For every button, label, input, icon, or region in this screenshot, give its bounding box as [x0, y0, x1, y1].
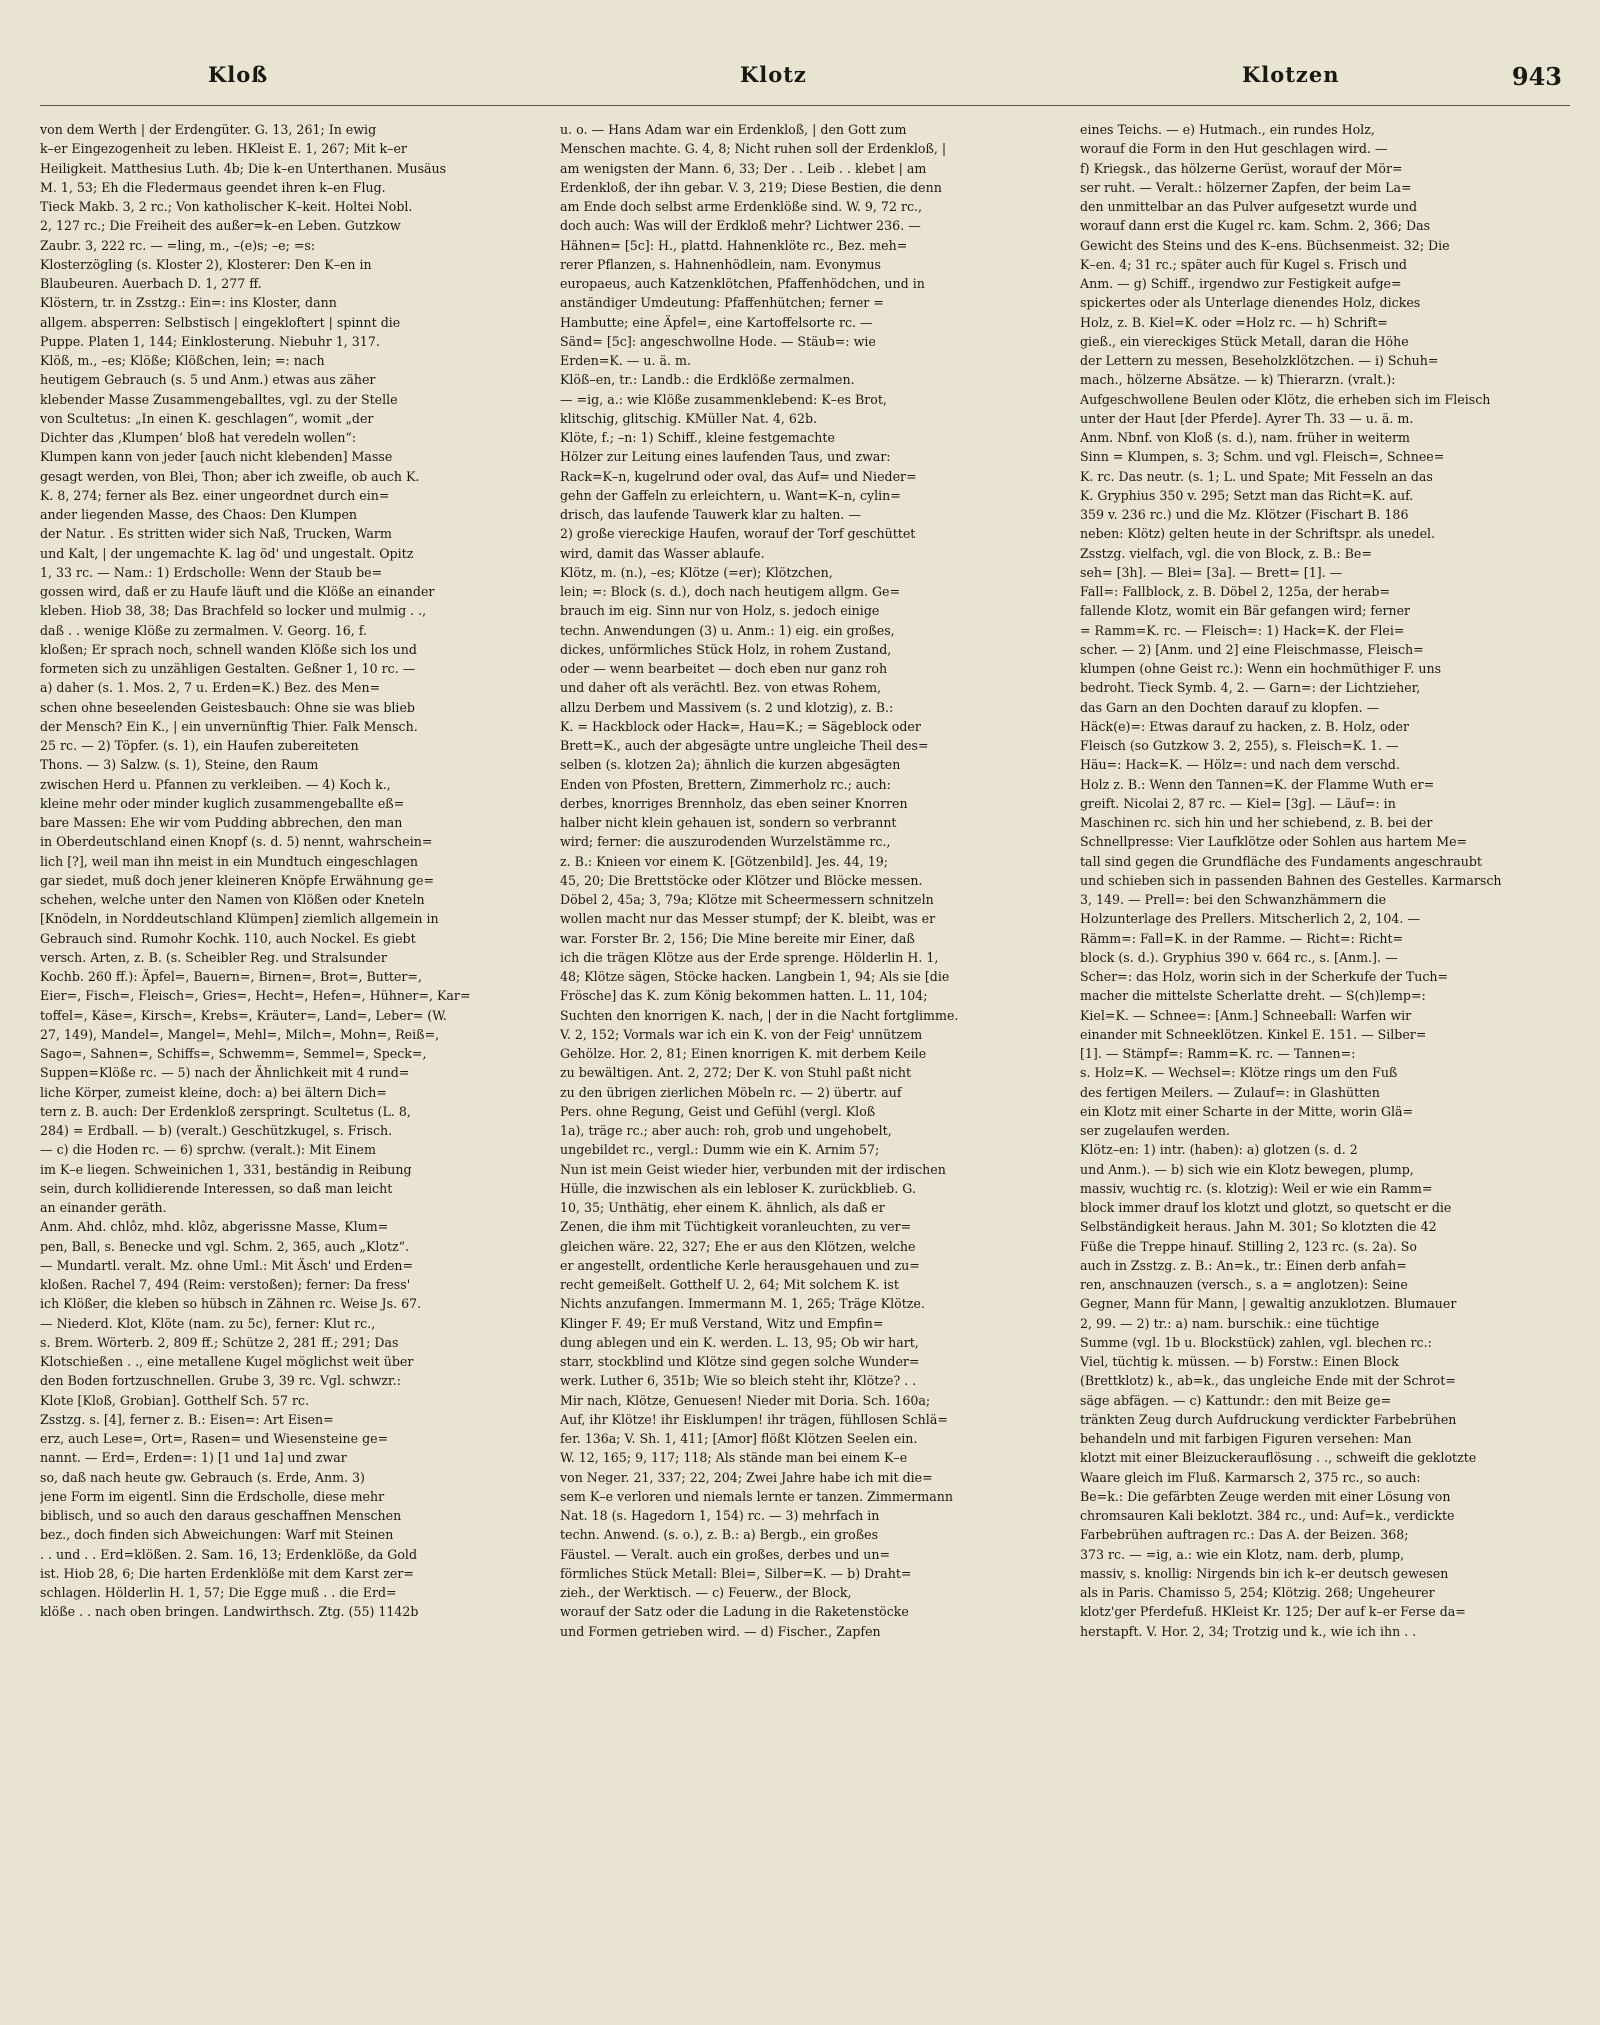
text-line: der Natur. . Es stritten wider sich Naß, Trucken, Warm — [40, 526, 392, 542]
text-line: Kiel=K. — Schnee=: [Anm.] Schneeball: Warfen wir — [1080, 1007, 1412, 1023]
text-line: block immer drauf los klotzt und glotzt, so quetscht er die — [1080, 1200, 1452, 1215]
text-line: Brett=K., auch der abgesägte untre ungleiche Theil des= — [560, 738, 929, 753]
text-line: am Ende doch selbst arme Erdenklöße sind. W. 9, 72 rc., — [560, 199, 923, 214]
text-line: von Scultetus: „In einen K. geschlagen“, womit „der — [40, 410, 374, 426]
text-line: gieß., ein viereckiges Stück Metall, daran die Höhe — [1080, 333, 1409, 349]
text-line: selben (s. klotzen 2a); ähnlich die kurzen abgesägten — [560, 757, 901, 773]
text-line: behandeln und mit farbigen Figuren versehen: Man — [1080, 1431, 1412, 1446]
text-line: lein; =: Block (s. d.), doch nach heutigem allgm. Ge= — [560, 584, 901, 599]
text-line: Klosterzögling (s. Kloster 2), Klosterer: Den K–en in — [40, 256, 372, 272]
text-line: Holzunterlage des Prellers. Mitscherlich 2, 2, 104. — — [1080, 911, 1420, 927]
text-line: Döbel 2, 45a; 3, 79a; Klötze mit Scheermessern schnitzeln — [560, 892, 934, 907]
text-line: pen, Ball, s. Benecke und vgl. Schm. 2, 365, auch „Klotz“. — [40, 1238, 410, 1254]
text-line: Suppen=Klöße rc. — 5) nach der Ähnlichkeit mit 4 rund= — [40, 1065, 410, 1081]
text-line: Be=k.: Die gefärbten Zeuge werden mit einer Lösung von — [1080, 1488, 1451, 1504]
text-line: Tieck Makb. 3, 2 rc.; Von katholischer K–keit. Holtei Nobl. — [40, 199, 413, 214]
text-line: ist. Hiob 28, 6; Die harten Erdenklöße mit dem Karst zer= — [40, 1565, 414, 1581]
text-line: nannt. — Erd=, Erden=: 1) [1 und 1a] und zwar — [40, 1450, 347, 1466]
text-line: Anm. — g) Schiff., irgendwo zur Festigkeit aufge= — [1080, 276, 1402, 291]
text-line: starr, stockblind und Klötze sind gegen solche Wunder= — [560, 1354, 920, 1369]
text-line: = Ramm=K. rc. — Fleisch=: 1) Hack=K. der Flei= — [1080, 622, 1405, 638]
text-line: fer. 136a; V. Sh. 1, 411; [Amor] flößt Klötzen Seelen ein. — [560, 1431, 918, 1446]
column-right — [1080, 120, 1550, 2000]
text-line: das Garn an den Dochten darauf zu klopfen. — — [1080, 699, 1380, 715]
text-line: worauf der Satz oder die Ladung in die Raketenstöcke — [560, 1604, 909, 1620]
text-line: ich Klößer, die kleben so hübsch in Zähnen rc. Weise Js. 67. — [40, 1296, 422, 1312]
text-line: Anm. Ahd. chlôz, mhd. klôz, abgerissne Masse, Klum= — [40, 1219, 389, 1235]
text-line: 359 v. 236 rc.) und die Mz. Klötzer (Fischart B. 186 — [1080, 507, 1409, 522]
text-line: K–en. 4; 31 rc.; später auch für Kugel s. Frisch und — [1080, 256, 1407, 272]
text-line: klöße . . nach oben bringen. Landwirthsch. Ztg. (55) 1142b — [40, 1604, 419, 1620]
text-line: heutigem Gebrauch (s. 5 und Anm.) etwas aus zäher — [40, 372, 376, 388]
text-line: biblisch, und so auch den daraus geschaffnen Menschen — [40, 1508, 402, 1523]
text-line: klotz'ger Pferdefuß. HKleist Kr. 125; Der auf k–er Ferse da= — [1080, 1604, 1466, 1620]
header-left-keyword: Kloß — [208, 62, 269, 87]
text-line: von Neger. 21, 337; 22, 204; Zwei Jahre habe ich mit die= — [560, 1469, 933, 1485]
text-line: Häu=: Hack=K. — Hölz=: und nach dem verschd. — [1080, 757, 1400, 773]
text-line: anständiger Umdeutung: Pfaffenhütchen; ferner = — [560, 295, 884, 311]
text-line: seh= [3h]. — Blei= [3a]. — Brett= [1]. — — [1080, 564, 1343, 580]
text-line: Klumpen kann von jeder [auch nicht klebenden] Masse — [40, 449, 393, 465]
text-line: im K–e liegen. Schweinichen 1, 331, beständig in Reibung — [40, 1161, 412, 1177]
text-line: Klotschießen . ., eine metallene Kugel möglichst weit über — [40, 1354, 414, 1369]
text-line: halber nicht klein gehauen ist, sondern so verbrannt — [560, 815, 897, 830]
text-line: k–er Eingezogenheit zu leben. HKleist E. 1, 267; Mit k–er — [40, 141, 407, 157]
text-line: z. B.: Knieen vor einem K. [Götzenbild]. Jes. 44, 19; — [560, 853, 889, 869]
text-line: erz, auch Lese=, Ort=, Rasen= und Wiesensteine ge= — [40, 1431, 389, 1446]
text-line: Aufgeschwollene Beulen oder Klötz, die erheben sich im Fleisch — [1080, 391, 1491, 407]
text-line: Gewicht des Steins und des K–ens. Büchsenmeist. 32; Die — [1080, 237, 1450, 253]
text-line: derbes, knorriges Brennholz, das eben seiner Knorren — [560, 795, 908, 811]
text-line: Klöß, m., –es; Klöße; Klößchen, lein; =: nach — [40, 353, 325, 368]
column-left — [40, 120, 510, 2000]
text-line: . . und . . Erd=klößen. 2. Sam. 16, 13; Erdenklöße, da Gold — [40, 1546, 418, 1562]
text-line: kloßen. Rachel 7, 494 (Reim: verstoßen); ferner: Da fress' — [40, 1277, 411, 1292]
text-line: Sago=, Sahnen=, Schiffs=, Schwemm=, Semmel=, Speck=, — [40, 1046, 427, 1061]
text-line: (Brettklotz) k., ab=k., das ungleiche Ende mit der Schrot= — [1080, 1373, 1456, 1389]
text-line: a) daher (s. 1. Mos. 2, 7 u. Erden=K.) Bez. des Men= — [40, 680, 381, 696]
text-line: Anm. Nbnf. von Kloß (s. d.), nam. früher in weiterm — [1080, 430, 1411, 445]
text-line: Frösche] das K. zum König bekommen hatten. L. 11, 104; — [560, 988, 928, 1004]
text-line: Menschen machte. G. 4, 8; Nicht ruhen soll der Erdenkloß, | — [560, 141, 947, 157]
text-line: — c) die Hoden rc. — 6) sprchw. (veralt.): Mit Einem — [40, 1142, 376, 1158]
text-line: an einander geräth. — [40, 1200, 167, 1215]
text-line: Holz z. B.: Wenn den Tannen=K. der Flamme Wuth er= — [1080, 776, 1435, 792]
text-line: klebender Masse Zusammengeballtes, vgl. zu der Stelle — [40, 391, 398, 407]
text-line: Puppe. Platen 1, 144; Einklosterung. Niebuhr 1, 317. — [40, 333, 380, 349]
text-line: Erdenkloß, der ihn gebar. V. 3, 219; Diese Bestien, die denn — [560, 179, 942, 195]
text-line: s. Brem. Wörterb. 2, 809 ff.; Schütze 2, 281 ff.; 291; Das — [40, 1334, 399, 1350]
text-line: 10, 35; Unthätig, eher einem K. ähnlich, als daß er — [560, 1200, 885, 1215]
text-line: Blaubeuren. Auerbach D. 1, 277 ff. — [40, 276, 262, 291]
text-line: Fäustel. — Veralt. auch ein großes, derbes und un= — [560, 1546, 891, 1562]
text-line: [1]. — Stämpf=: Ramm=K. rc. — Tannen=: — [1080, 1046, 1356, 1061]
text-line: chromsauren Kali beklotzt. 384 rc., und: Auf=k., verdickte — [1080, 1508, 1455, 1523]
text-line: des fertigen Meilers. — Zulauf=: in Glashütten — [1080, 1084, 1380, 1100]
text-line: kleben. Hiob 38, 38; Das Brachfeld so locker und mulmig . ., — [40, 603, 427, 619]
text-line: K. = Hackblock oder Hack=, Hau=K.; = Sägeblock oder — [560, 718, 921, 734]
text-line: schehen, welche unter den Namen von Klößen oder Kneteln — [40, 892, 425, 907]
text-line: kloßen; Er sprach noch, schnell wanden Klöße sich los und — [40, 641, 417, 657]
text-line: Farbebrühen auftragen rc.: Das A. der Beizen. 368; — [1080, 1527, 1409, 1543]
text-line: wollen macht nur das Messer stumpf; der K. bleibt, was er — [560, 911, 936, 927]
text-line: und Anm.). — b) sich wie ein Klotz bewegen, plump, — [1080, 1161, 1414, 1177]
text-line: W. 12, 165; 9, 117; 118; Als stände man bei einem K–e — [560, 1450, 908, 1466]
text-line: dickes, unförmliches Stück Holz, in rohem Zustand, — [560, 641, 892, 657]
text-line: ander liegenden Masse, des Chaos: Den Klumpen — [40, 507, 358, 522]
text-line: — Mundartl. veralt. Mz. ohne Uml.: Mit Äsch' und Erden= — [40, 1257, 414, 1273]
text-line: drisch, das laufende Tauwerk klar zu halten. — — [560, 507, 861, 522]
text-line: er angestellt, ordentliche Kerle herausgehauen und zu= — [560, 1257, 920, 1273]
text-line: — Niederd. Klot, Klöte (nam. zu 5c), ferner: Klut rc., — [40, 1315, 376, 1331]
text-line: zu bewältigen. Ant. 2, 272; Der K. von Stuhl paßt nicht — [560, 1065, 912, 1081]
text-line: rerer Pflanzen, s. Hahnenhödlein, nam. Evonymus — [560, 256, 881, 272]
column-middle — [560, 120, 1030, 2000]
text-line: Klötz–en: 1) intr. (haben): a) glotzen (s. d. 2 — [1080, 1142, 1358, 1158]
text-line: mach., hölzerne Absätze. — k) Thierarzn. (vralt.): — [1080, 372, 1396, 388]
text-line: Klöß–en, tr.: Landb.: die Erdklöße zermalmen. — [560, 372, 855, 388]
text-line: Thons. — 3) Salzw. (s. 1), Steine, den Raum — [40, 757, 319, 773]
text-line: einander mit Schneeklötzen. Kinkel E. 151. — Silber= — [1080, 1026, 1427, 1042]
text-line: 2, 99. — 2) tr.: a) nam. burschik.: eine tüchtige — [1080, 1315, 1380, 1331]
text-line: als in Paris. Chamisso 5, 254; Klötzig. 268; Ungeheurer — [1080, 1585, 1435, 1600]
text-line: und schieben sich in passenden Bahnen des Gestelles. Karmarsch — [1080, 872, 1502, 888]
text-line: Klöte, f.; –n: 1) Schiff., kleine festgemachte — [560, 430, 835, 445]
text-line: klotzt mit einer Bleizuckerauflösung . ., schweift die geklotzte — [1080, 1450, 1477, 1466]
text-line: [Knödeln, in Norddeutschland Klümpen] ziemlich allgemein in — [40, 911, 439, 927]
text-line: K. 8, 274; ferner als Bez. einer ungeordnet durch ein= — [40, 487, 390, 503]
text-line: ein Klotz mit einer Scharte in der Mitte, worin Glä= — [1080, 1103, 1414, 1119]
text-line: 3, 149. — Prell=: bei den Schwanzhämmern die — [1080, 892, 1387, 907]
text-line: gossen wird, daß er zu Haufe läuft und die Klöße an einander — [40, 584, 435, 599]
page-number: 943 — [1511, 62, 1562, 91]
text-line: ungebildet rc., vergl.: Dumm wie ein K. Arnim 57; — [560, 1142, 880, 1158]
text-line: Erden=K. — u. ä. m. — [560, 353, 691, 368]
text-line: macher die mittelste Scherlatte dreht. — S(ch)lemp=: — [1080, 988, 1426, 1004]
text-line: Mir nach, Klötze, Genuesen! Nieder mit Doria. Sch. 160a; — [560, 1392, 931, 1408]
text-line: Dichter das ‚Klumpen‘ bloß hat veredeln wollen“: — [40, 430, 357, 445]
text-line: Schnellpresse: Vier Laufklötze oder Sohlen aus hartem Me= — [1080, 834, 1468, 850]
text-line: auch in Zsstzg. z. B.: An=k., tr.: Einen derb anfah= — [1080, 1257, 1407, 1273]
text-line: Scher=: das Holz, worin sich in der Scherkufe der Tuch= — [1080, 969, 1449, 984]
text-line: — =ig, a.: wie Klöße zusammenklebend: K–es Brot, — [560, 391, 887, 407]
text-line: Waare gleich im Fluß. Karmarsch 2, 375 rc., so auch: — [1080, 1469, 1421, 1485]
text-line: europaeus, auch Katzenklötchen, Pfaffenhödchen, und in — [560, 276, 925, 291]
text-line: liche Körper, zumeist kleine, doch: a) bei ältern Dich= — [40, 1084, 387, 1100]
text-line: dung ablegen und ein K. werden. L. 13, 95; Ob wir hart, — [560, 1334, 919, 1350]
text-line: Hülle, die inzwischen als ein lebloser K. zurückblieb. G. — [560, 1180, 916, 1196]
text-line: Nat. 18 (s. Hagedorn 1, 154) rc. — 3) mehrfach in — [560, 1508, 880, 1523]
text-line: tall sind gegen die Grundfläche des Fundaments angeschraubt — [1080, 853, 1482, 869]
text-line: massiv, wuchtig rc. (s. klotzig): Weil er wie ein Ramm= — [1080, 1180, 1433, 1196]
text-line: K. Gryphius 350 v. 295; Setzt man das Richt=K. auf. — [1080, 487, 1414, 503]
text-line: Kochb. 260 ff.): Äpfel=, Bauern=, Birnen=, Brot=, Butter=, — [40, 969, 422, 984]
text-line: Sinn = Klumpen, s. 3; Schm. und vgl. Fleisch=, Schnee= — [1080, 449, 1445, 465]
text-line: gleichen wäre. 22, 327; Ehe er aus den Klötzen, welche — [560, 1238, 916, 1254]
text-line: und daher oft als verächtl. Bez. von etwas Rohem, — [560, 680, 882, 696]
text-line: oder — wenn bearbeitet — doch eben nur ganz roh — [560, 661, 888, 676]
text-line: förmliches Stück Metall: Blei=, Silber=K. — b) Draht= — [560, 1565, 912, 1581]
text-line: schen ohne beseelenden Geistesbauch: Ohne sie was blieb — [40, 699, 415, 715]
text-line: techn. Anwend. (s. o.), z. B.: a) Bergb., ein großes — [560, 1527, 879, 1543]
text-line: ser zugelaufen werden. — [1080, 1123, 1230, 1138]
text-line: den unmittelbar an das Pulver aufgesetzt wurde und — [1080, 199, 1418, 214]
text-line: klitschig, glitschig. KMüller Nat. 4, 62b. — [560, 410, 818, 426]
text-line: Heiligkeit. Matthesius Luth. 4b; Die k–en Unterthanen. Musäus — [40, 160, 447, 176]
text-line: block (s. d.). Gryphius 390 v. 664 rc., s. [Anm.]. — — [1080, 949, 1398, 965]
text-line: unter der Haut [der Pferde]. Ayrer Th. 33 — u. ä. m. — [1080, 410, 1414, 426]
text-line: eines Teichs. — e) Hutmach., ein rundes Holz, — [1080, 122, 1375, 137]
text-line: der Mensch? Ein K., | ein unvernünftig Thier. Falk Mensch. — [40, 718, 418, 734]
text-line: Hölzer zur Leitung eines laufenden Taus, und zwar: — [560, 449, 891, 465]
text-line: Summe (vgl. 1b u. Blockstück) zahlen, vgl. blechen rc.: — [1080, 1334, 1432, 1350]
text-line: allzu Derbem und Massivem (s. 2 und klotzig), z. B.: — [560, 699, 894, 715]
text-line: 48; Klötze sägen, Stöcke hacken. Langbein 1, 94; Als sie [die — [560, 969, 950, 984]
text-line: zu den übrigen zierlichen Möbeln rc. — 2) übertr. auf — [560, 1084, 902, 1100]
text-line: 25 rc. — 2) Töpfer. (s. 1), ein Haufen zubereiteten — [40, 738, 359, 753]
text-line: Gegner, Mann für Mann, | gewaltig anzuklotzen. Blumauer — [1080, 1296, 1457, 1312]
text-line: Zsstzg. s. [4], ferner z. B.: Eisen=: Art Eisen= — [40, 1411, 334, 1427]
text-line: doch auch: Was will der Erdkloß mehr? Lichtwer 236. — — [560, 218, 921, 234]
text-line: bedroht. Tieck Symb. 4, 2. — Garn=: der Lichtzieher, — [1080, 680, 1421, 696]
text-line: sem K–e verloren und niemals lernte er tanzen. Zimmermann — [560, 1488, 953, 1504]
text-line: M. 1, 53; Eh die Fledermaus geendet ihren k–en Flug. — [40, 179, 386, 195]
text-line: schlagen. Hölderlin H. 1, 57; Die Egge muß . . die Erd= — [40, 1585, 397, 1600]
text-line: kleine mehr oder minder kuglich zusammengeballte eß= — [40, 795, 405, 811]
text-line: Zaubr. 3, 222 rc. — =ling, m., –(e)s; –e; =s: — [40, 237, 316, 253]
text-line: klumpen (ohne Geist rc.): Wenn ein hochmüthiger F. uns — [1080, 661, 1442, 676]
text-line: bare Massen: Ehe wir vom Pudding abbrechen, den man — [40, 815, 403, 830]
page-header — [40, 62, 1570, 102]
text-line: in Oberdeutschland einen Knopf (s. d. 5) nennt, wahrschein= — [40, 834, 433, 850]
text-line: ich die trägen Klötze aus der Erde sprenge. Hölderlin H. 1, — [560, 949, 939, 965]
text-line: 1, 33 rc. — Nam.: 1) Erdscholle: Wenn der Staub be= — [40, 564, 383, 580]
text-line: greift. Nicolai 2, 87 rc. — Kiel= [3g]. — Läuf=: in — [1080, 795, 1396, 811]
text-line: Maschinen rc. sich hin und her schiebend, z. B. bei der — [1080, 815, 1433, 830]
text-line: lich [?], weil man ihn meist in ein Mundtuch eingeschlagen — [40, 853, 419, 869]
text-line: Klöstern, tr. in Zsstzg.: Ein=: ins Kloster, dann — [40, 295, 337, 311]
text-line: allgem. absperren: Selbstisch | eingekloftert | spinnt die — [40, 314, 401, 330]
text-line: toffel=, Käse=, Kirsch=, Krebs=, Kräuter=, Land=, Leber= (W. — [40, 1007, 447, 1023]
text-line: 2, 127 rc.; Die Freiheit des außer=k–en Leben. Gutzkow — [40, 218, 401, 234]
text-line: Häck(e)=: Etwas darauf zu hacken, z. B. Holz, oder — [1080, 718, 1410, 734]
text-line: tränkten Zeug durch Aufdruckung verdickter Farbebrühen — [1080, 1411, 1457, 1427]
text-line: K. rc. Das neutr. (s. 1; L. und Spate; Mit Fesseln an das — [1080, 468, 1433, 484]
header-right-keyword: Klotzen — [1242, 62, 1340, 87]
text-line: Enden von Pfosten, Brettern, Zimmerholz rc.; auch: — [560, 776, 891, 792]
text-line: wird, damit das Wasser ablaufe. — [560, 545, 765, 561]
text-line: Gehölze. Hor. 2, 81; Einen knorrigen K. mit derbem Keile — [560, 1046, 927, 1061]
text-line: u. o. — Hans Adam war ein Erdenkloß, | den Gott zum — [560, 122, 907, 137]
text-line: worauf die Form in den Hut geschlagen wird. — — [1080, 141, 1388, 157]
text-line: bez., doch finden sich Abweichungen: Warf mit Steinen — [40, 1527, 394, 1543]
text-line: sein, durch kollidierende Interessen, so daß man leicht — [40, 1180, 393, 1196]
text-line: 2) große viereckige Haufen, worauf der Torf geschüttet — [560, 526, 916, 542]
text-line: Eier=, Fisch=, Fleisch=, Gries=, Hecht=, Hefen=, Hühner=, Kar= — [40, 988, 471, 1004]
text-line: jene Form im eigentl. Sinn die Erdscholle, diese mehr — [40, 1488, 385, 1504]
text-line: wird; ferner: die auszurodenden Wurzelstämme rc., — [560, 834, 891, 850]
text-line: Nichts anzufangen. Immermann M. 1, 265; Träge Klötze. — [560, 1296, 925, 1312]
text-line: 45, 20; Die Brettstöcke oder Klötzer und Blöcke messen. — [560, 872, 923, 888]
text-line: Selbständigkeit heraus. Jahn M. 301; So klotzten die 42 — [1080, 1219, 1437, 1235]
text-line: so, daß nach heute gw. Gebrauch (s. Erde, Anm. 3) — [40, 1469, 365, 1485]
text-line: ser ruht. — Veralt.: hölzerner Zapfen, der beim La= — [1080, 179, 1412, 195]
text-line: s. Holz=K. — Wechsel=: Klötze rings um den Fuß — [1080, 1065, 1398, 1081]
header-center-keyword: Klotz — [740, 62, 807, 87]
text-line: Gebrauch sind. Rumohr Kochk. 110, auch Nockel. Es giebt — [40, 930, 416, 946]
text-line: den Boden fortzuschnellen. Grube 3, 39 rc. Vgl. schwzr.: — [40, 1373, 401, 1389]
text-line: Rack=K–n, kugelrund oder oval, das Auf= und Nieder= — [560, 468, 917, 484]
text-line: säge abfägen. — c) Kattundr.: den mit Beize ge= — [1080, 1392, 1392, 1408]
text-line: der Lettern zu messen, Beseholzklötzchen. — i) Schuh= — [1080, 353, 1439, 368]
text-line: techn. Anwendungen (3) u. Anm.: 1) eig. ein großes, — [560, 622, 895, 638]
text-line: und Kalt, | der ungemachte K. lag öd' und ungestalt. Opitz — [40, 545, 414, 561]
text-line: tern z. B. auch: Der Erdenkloß zerspringt. Scultetus (L. 8, — [40, 1103, 411, 1119]
text-line: Viel, tüchtig k. müssen. — b) Forstw.: Einen Block — [1080, 1354, 1399, 1369]
text-line: scher. — 2) [Anm. und 2] eine Fleischmasse, Fleisch= — [1080, 641, 1424, 657]
text-line: ren, anschnauzen (versch., s. a = anglotzen): Seine — [1080, 1277, 1408, 1292]
text-line: 373 rc. — =ig, a.: wie ein Klotz, nam. derb, plump, — [1080, 1546, 1405, 1562]
text-line: Klote [Kloß, Grobian]. Gotthelf Sch. 57 rc. — [40, 1392, 310, 1408]
text-line: Füße die Treppe hinauf. Stilling 2, 123 rc. (s. 2a). So — [1080, 1238, 1417, 1254]
text-line: Suchten den knorrigen K. nach, | der in die Nacht fortglimme. — [560, 1007, 959, 1023]
text-line: Klötz, m. (n.), –es; Klötze (=er); Klötzchen, — [560, 564, 833, 580]
text-line: daß . . wenige Klöße zu zermalmen. V. Georg. 16, f. — [40, 622, 367, 638]
text-line: Hähnen= [5c]: H., plattd. Hahnenklöte rc., Bez. meh= — [560, 237, 908, 253]
text-line: worauf dann erst die Kugel rc. kam. Schm. 2, 366; Das — [1080, 218, 1431, 234]
text-line: f) Kriegsk., das hölzerne Gerüst, worauf der Mör= — [1080, 160, 1403, 176]
text-line: Klinger F. 49; Er muß Verstand, Witz und Empfin= — [560, 1315, 884, 1331]
text-line: fallende Klotz, womit ein Bär gefangen wird; ferner — [1080, 603, 1411, 619]
text-line: spickertes oder als Unterlage dienendes Holz, dickes — [1080, 295, 1421, 311]
text-line: formeten sich zu unzähligen Gestalten. Geßner 1, 10 rc. — — [40, 661, 416, 676]
text-line: Hambutte; eine Äpfel=, eine Kartoffelsorte rc. — — [560, 314, 873, 330]
text-line: Fall=: Fallblock, z. B. Döbel 2, 125a, der herab= — [1080, 584, 1390, 599]
text-line: zwischen Herd u. Pfannen zu verkleiben. — 4) Koch k., — [40, 776, 391, 792]
text-line: neben: Klötz) gelten heute in der Schriftspr. als unedel. — [1080, 526, 1436, 542]
text-line: versch. Arten, z. B. (s. Scheibler Reg. und Stralsunder — [40, 949, 387, 965]
text-line: zieh., der Werktisch. — c) Feuerw., der Block, — [560, 1585, 852, 1600]
text-line: Fleisch (so Gutzkow 3. 2, 255), s. Fleisch=K. 1. — — [1080, 738, 1399, 753]
header-rule — [40, 105, 1570, 106]
text-line: brauch im eig. Sinn nur von Holz, s. jedoch einige — [560, 603, 880, 619]
text-line: Zsstzg. vielfach, vgl. die von Block, z. B.: Be= — [1080, 545, 1372, 561]
text-line: gar siedet, muß doch jener kleineren Knöpfe Erwähnung ge= — [40, 872, 434, 888]
text-line: Pers. ohne Regung, Geist und Gefühl (vergl. Kloß — [560, 1103, 876, 1119]
text-line: Zenen, die ihm mit Tüchtigkeit voranleuchten, zu ver= — [560, 1219, 912, 1235]
text-line: gehn der Gaffeln zu erleichtern, u. Want=K–n, cylin= — [560, 487, 901, 503]
text-line: werk. Luther 6, 351b; Wie so bleich steht ihr, Klötze? . . — [560, 1373, 917, 1389]
text-line: Holz, z. B. Kiel=K. oder =Holz rc. — h) Schrift= — [1080, 314, 1388, 330]
text-line: recht gemeißelt. Gotthelf U. 2, 64; Mit solchem K. ist — [560, 1277, 899, 1292]
text-line: Nun ist mein Geist wieder hier, verbunden mit der irdischen — [560, 1161, 946, 1177]
text-line: herstapft. V. Hor. 2, 34; Trotzig und k., wie ich ihn . . — [1080, 1623, 1417, 1639]
text-line: Auf, ihr Klötze! ihr Eisklumpen! ihr trägen, fühllosen Schlä= — [560, 1411, 948, 1427]
text-line: Rämm=: Fall=K. in der Ramme. — Richt=: Richt= — [1080, 930, 1404, 946]
text-line: 27, 149), Mandel=, Mangel=, Mehl=, Milch=, Mohn=, Reiß=, — [40, 1026, 440, 1042]
text-line: gesagt werden, von Blei, Thon; aber ich zweifle, ob auch K. — [40, 468, 420, 484]
text-line: am wenigsten der Mann. 6, 33; Der . . Leib . . klebet | am — [560, 160, 927, 176]
text-line: 1a), träge rc.; aber auch: roh, grob und ungehobelt, — [560, 1123, 892, 1138]
text-line: und Formen getrieben wird. — d) Fischer., Zapfen — [560, 1623, 881, 1639]
text-line: massiv, s. knollig: Nirgends bin ich k–er deutsch gewesen — [1080, 1565, 1449, 1581]
text-line: war. Forster Br. 2, 156; Die Mine bereite mir Einer, daß — [560, 930, 915, 946]
text-line: Sänd= [5c]: angeschwollne Hode. — Stäub=: wie — [560, 333, 876, 349]
text-line: von dem Werth | der Erdengüter. G. 13, 261; In ewig — [40, 122, 377, 137]
text-line: V. 2, 152; Vormals war ich ein K. von der Feig' unnützem — [560, 1026, 923, 1042]
text-line: 284) = Erdball. — b) (veralt.) Geschützkugel, s. Frisch. — [40, 1123, 393, 1138]
